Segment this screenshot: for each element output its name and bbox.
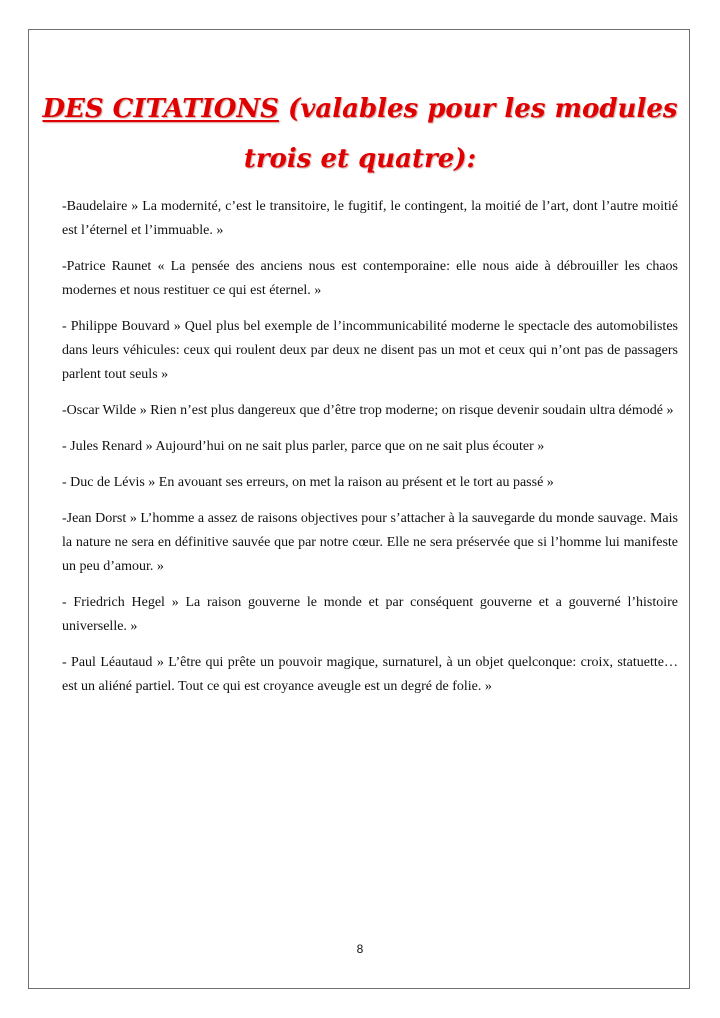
- quote-wilde: -Oscar Wilde » Rien n’est plus dangereux que d’être trop moderne; on risque devenir soudain ultra démodé »: [62, 403, 674, 418]
- quote-bouvard: - Philippe Bouvard » Quel plus bel exemple de l’incommunicabilité moderne le spectacle des automobilistes dans leurs véhicules: ceux qui roulent deux par deux ne disent pas un mot et ceux qui n’ont pas de passagers parlent tout seuls »: [62, 319, 678, 382]
- quote-raunet: -Patrice Raunet « La pensée des anciens nous est contemporaine: elle nous aide à débrouiller les chaos modernes et nous restituer ce qui est éternel. »: [62, 259, 678, 298]
- title-rest: (valables pour les modules trois et quatre):: [243, 94, 678, 174]
- title-underlined-part: DES CITATIONS: [42, 94, 279, 124]
- quote-dorst: -Jean Dorst » L’homme a assez de raisons objectives pour s’attacher à la sauvegarde du monde sauvage. Mais la nature ne sera en définitive sauvée que par notre cœur. Elle ne sera préservée que si l’homme lui manifeste un peu d’amour. »: [62, 511, 678, 574]
- page-title: [40, 84, 680, 184]
- quote-renard: - Jules Renard » Aujourd’hui on ne sait plus parler, parce que on ne sait plus écouter »: [62, 439, 545, 454]
- quote-baudelaire: -Baudelaire » La modernité, c’est le transitoire, le fugitif, le contingent, la moitié de l’art, dont l’autre moitié est l’éternel et l’immuable. »: [62, 199, 678, 238]
- quote-leautaud: - Paul Léautaud » L’être qui prête un pouvoir magique, surnaturel, à un objet quelconque: croix, statuette… est un aliéné partiel. Tout ce qui est croyance aveugle est un degré de folie. »: [62, 655, 678, 694]
- quote-hegel: - Friedrich Hegel » La raison gouverne le monde et par conséquent gouverne et a gouverné l’histoire universelle. »: [62, 595, 678, 634]
- quote-list: [62, 195, 678, 711]
- page-number: 8: [356, 942, 364, 956]
- quote-levis: - Duc de Lévis » En avouant ses erreurs, on met la raison au présent et le tort au passé »: [62, 475, 554, 490]
